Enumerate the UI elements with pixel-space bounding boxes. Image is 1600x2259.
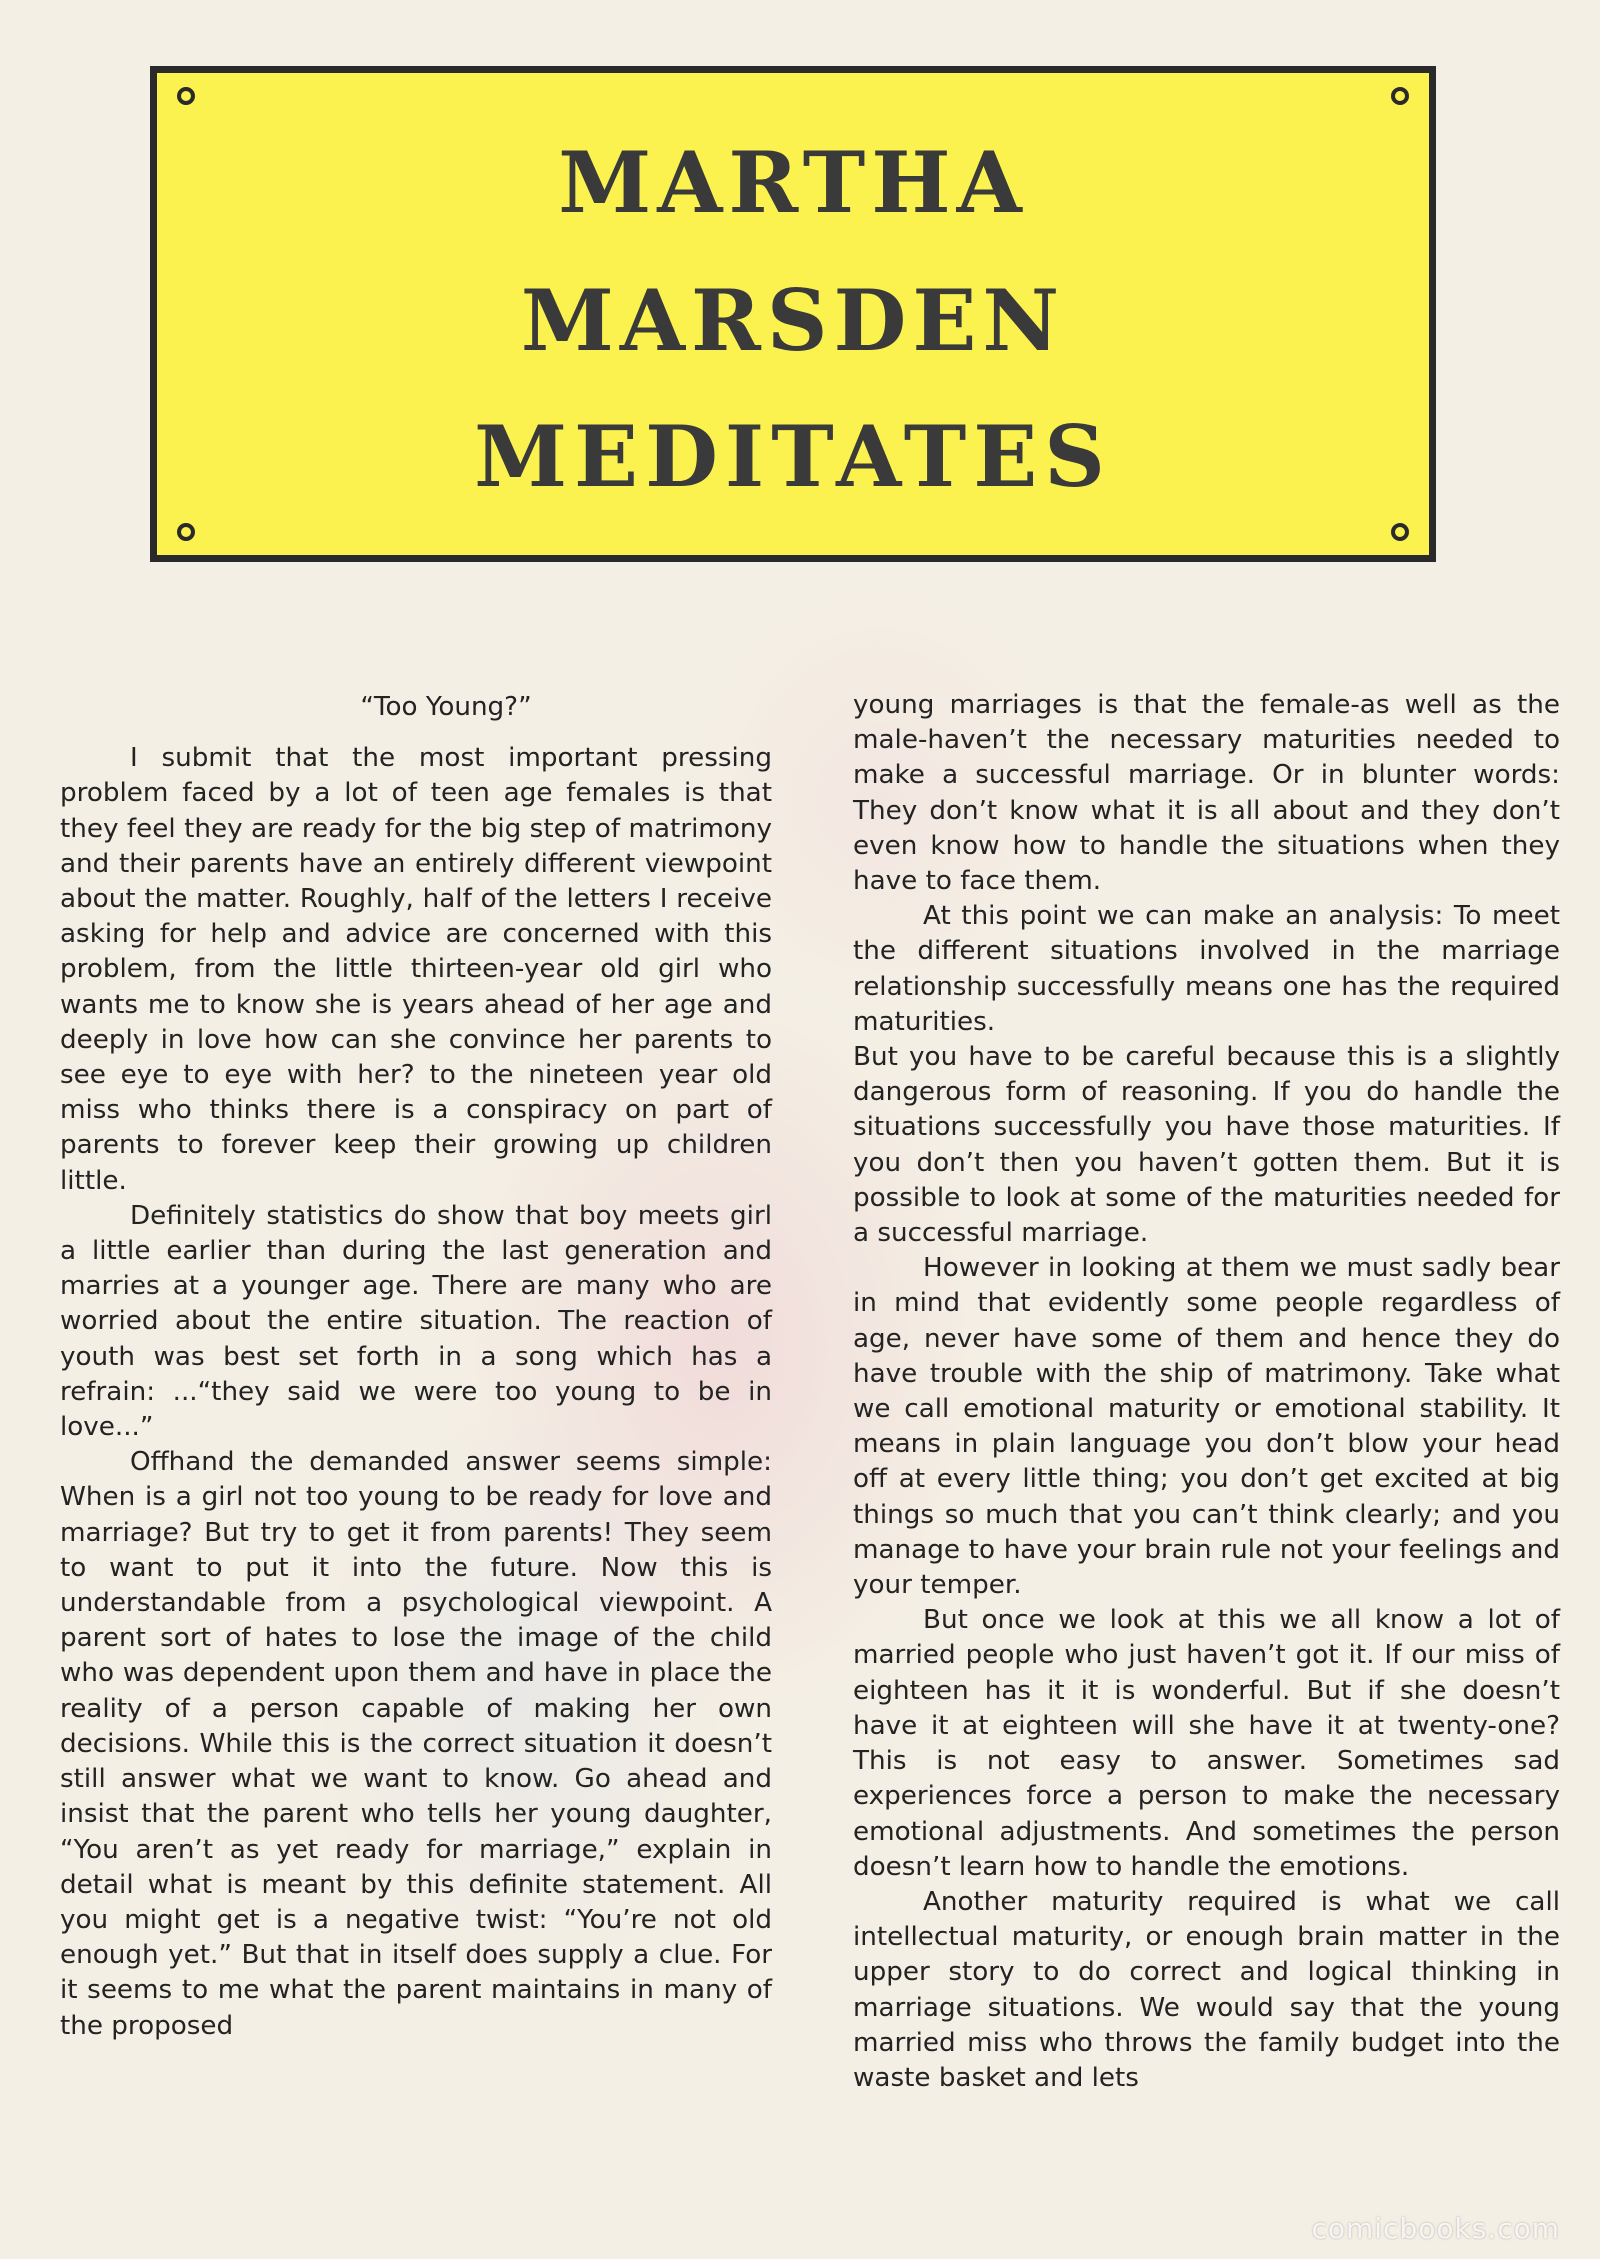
screw-icon xyxy=(177,523,195,541)
screw-icon xyxy=(1391,523,1409,541)
paragraph: Definitely statistics do show that boy meets girl a little earlier than during the last generation and marries at a younger age. There are many who are worried about the entire situation. The reaction of youth was best set forth in a song which has a refrain: ...“they said we were too young to be in love...” xyxy=(60,1200,772,1443)
paragraph: I submit that the most important pressing problem faced by a lot of teen age females is that they feel they are ready for the big step of matrimony and their parents have an entirely different viewpoint about the matter. Roughly, half of the letters I receive asking for help and advice are concerned with this problem, from the little thirteen-year old girl who wants me to know she is years ahead of her age and deeply in love how can she convince her parents to see eye to eye with her? to the nineteen year old miss who thinks there is a conspiracy on part of parents to forever keep their growing up children little. xyxy=(60,743,772,1196)
paragraph: But once we look at this we all know a lot of married people who just haven’t got it. If our miss of eighteen has it it is wonderful. But if she doesn’t have it at eighteen will she have it at twenty-one? This is not easy to answer. Sometimes sad experiences force a person to make the necessary emotional adjustments. And sometimes the person doesn’t learn how to handle the emotions. xyxy=(853,1605,1560,1882)
paragraph: At this point we can make an analysis: To meet the different situations involved in the marriage relationship successfully means one has the required maturities. xyxy=(853,901,1560,1037)
paragraph: young marriages is that the female-as well as the male-haven’t the necessary maturities needed to make a successful marriage. Or in blunter words: They don’t know what it is all about and they don’t even know how to handle the situations when they have to face them. xyxy=(853,690,1560,897)
watermark: comicbooks.com xyxy=(1311,2212,1560,2245)
article-column-left xyxy=(60,690,772,2044)
paragraph: But you have to be careful because this is a slightly dangerous form of reasoning. If you do handle the situations successfully you have those maturities. If you don’t then you haven’t gotten them. But it is possible to look at some of the maturities needed for a successful marriage. xyxy=(853,1042,1560,1249)
paragraph: However in looking at them we must sadly bear in mind that evidently some people regardless of age, never have some of them and hence they do have trouble with the ship of matrimony. Take what we call emotional maturity or emotional stability. It means in plain language you don’t blow your head off at every little thing; you don’t get excited at big things so much that you can’t think clearly; and you manage to have your brain rule not your feelings and your temper. xyxy=(853,1253,1560,1601)
paragraph: Another maturity required is what we call intellectual maturity, or enough brain matter in the upper story to do correct and logical thinking in marriage situations. We would say that the young married miss who throws the family budget into the waste basket and lets xyxy=(853,1886,1560,2093)
screw-icon xyxy=(177,87,195,105)
title-line-3: MEDITATES xyxy=(474,407,1112,506)
paragraph: Offhand the demanded answer seems simple: When is a girl not too young to be ready for love and marriage? But try to get it from parents! They seem to want to put it into the future. Now this is understandable from a psychological viewpoint. A parent sort of hates to lose the image of the child who was dependent upon them and have in place the reality of a person capable of making her own decisions. While this is the correct situation it doesn’t still answer what we want to know. Go ahead and insist that the parent who tells her young daughter, “You aren’t as yet ready for marriage,” explain in detail what is meant by this definite statement. All you might get is a negative twist: “You’re not old enough yet.” But that in itself does supply a clue. For it seems to me what the parent maintains in many of the proposed xyxy=(60,1447,772,2041)
title-line-1: MARTHA xyxy=(558,133,1028,232)
screw-icon xyxy=(1391,87,1409,105)
article-heading: “Too Young?” xyxy=(360,692,532,722)
article-column-right xyxy=(853,688,1560,2096)
title-plate xyxy=(150,66,1436,562)
title-line-2: MARSDEN xyxy=(520,271,1066,370)
